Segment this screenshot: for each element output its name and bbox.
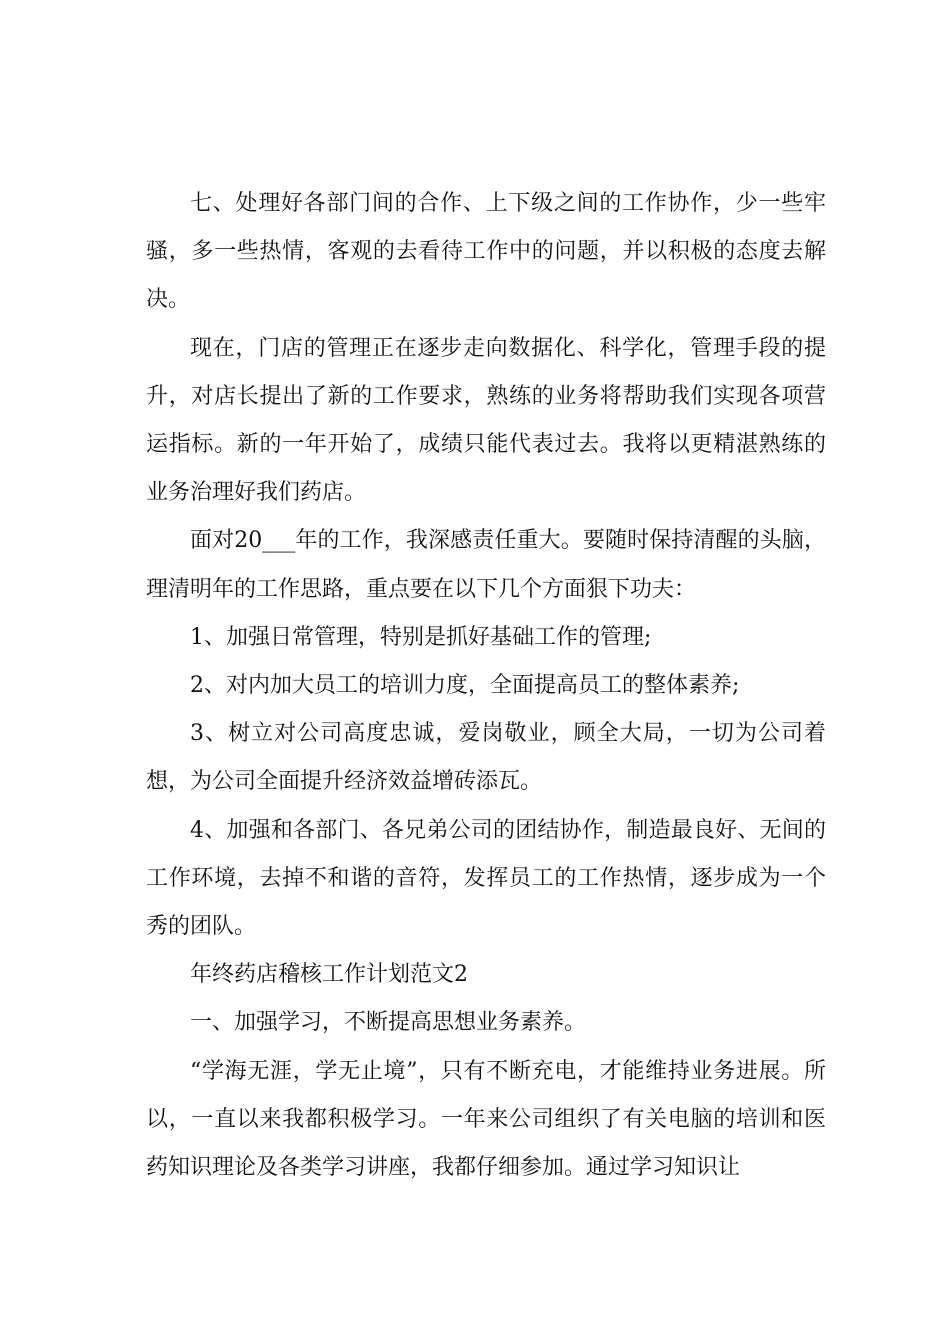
list-item-3: 3、树立对公司高度忠诚，爱岗敬业，顾全大局，一切为公司着想，为公司全面提升经济效益增砖添瓦。 [146, 721, 826, 795]
list-item-1: 1、加强日常管理，特别是抓好基础工作的管理; [190, 624, 652, 650]
paragraph-next-year-focus: 面对20___年的工作，我深感责任重大。要随时保持清醒的头脑，理清明年的工作思路，重点要在以下几个方面狠下功夫： [146, 528, 826, 602]
paragraph-store-management: 现在，门店的管理正在逐步走向数据化、科学化，管理手段的提升，对店长提出了新的工作要求，熟练的业务将帮助我们实现各项营运指标。新的一年开始了，成绩只能代表过去。我将以更精湛熟练的业务治理好我们药店。 [146, 335, 826, 506]
paragraph-study: “学海无涯，学无止境”，只有不断充电，才能维持业务进展。所以，一直以来我都积极学习。一年来公司组织了有关电脑的培训和医药知识理论及各类学习讲座，我都仔细参加。通过学习知识让 [146, 1058, 826, 1181]
document-body [146, 180, 826, 1192]
section-heading: 年终药店稽核工作计划范文2 [190, 962, 468, 988]
subheading-study: 一、加强学习，不断提高思想业务素养。 [190, 1010, 587, 1036]
list-item-4: 4、加强和各部门、各兄弟公司的团结协作，制造最良好、无间的工作环境，去掉不和谐的音符，发挥员工的工作热情，逐步成为一个秀的团队。 [146, 817, 826, 940]
list-item-2: 2、对内加大员工的培训力度，全面提高员工的整体素养; [190, 673, 740, 699]
paragraph-seven-cooperation: 七、处理好各部门间的合作、上下级之间的工作协作，少一些牢骚，多一些热情，客观的去看待工作中的问题，并以积极的态度去解决。 [146, 191, 826, 313]
